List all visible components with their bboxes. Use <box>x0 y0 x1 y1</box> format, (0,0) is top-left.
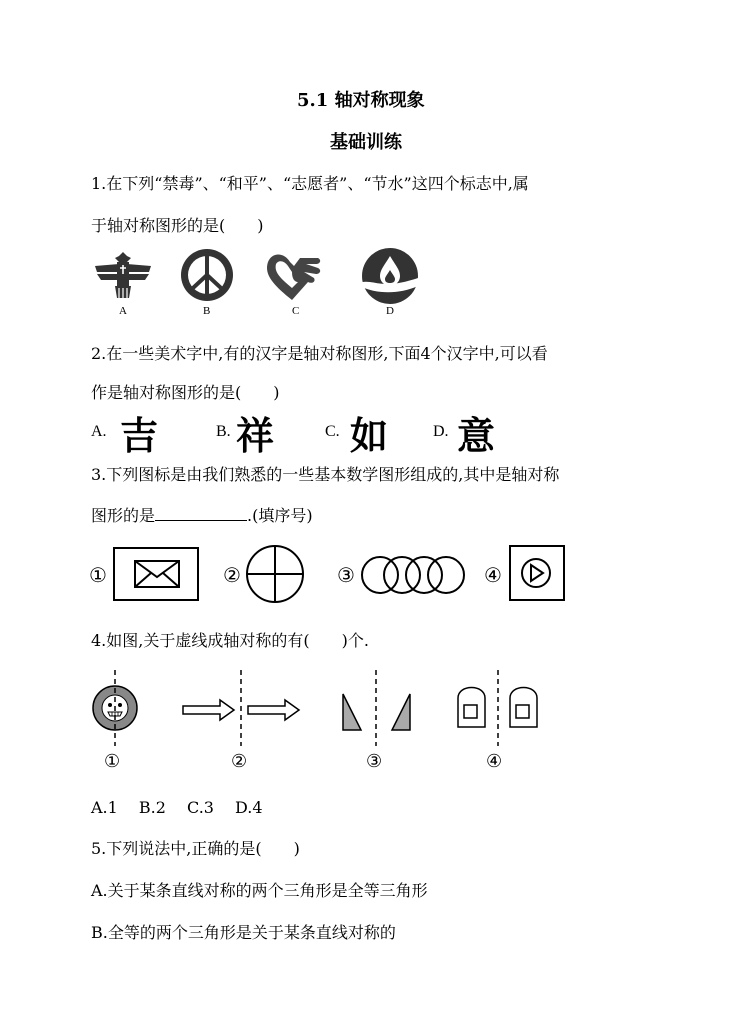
q2-option-a-char: 吉 <box>120 414 159 458</box>
q1-label-b: B <box>203 305 211 317</box>
q2-text-line1: 2.在一些美术字中,有的汉字是轴对称图形,下面4个汉字中,可以看 <box>91 344 548 363</box>
peace-sign-icon <box>180 248 234 302</box>
q3-line2-suffix: .(填序号) <box>247 506 313 525</box>
q2-option-b-char: 祥 <box>236 414 275 458</box>
q5-option-a: A.关于某条直线对称的两个三角形是全等三角形 <box>91 881 428 900</box>
play-button-icon <box>509 545 565 601</box>
section-subtitle: 基础训练 <box>330 132 402 153</box>
section-title: 5.1 轴对称现象 <box>297 90 425 111</box>
q4-text-line1: 4.如图,关于虚线成轴对称的有( )个. <box>91 631 369 650</box>
eagle-emblem-icon <box>91 250 155 302</box>
q2-option-c-letter: C. <box>325 423 340 440</box>
q3-label-4: ④ <box>484 563 502 587</box>
q3-label-3: ③ <box>337 563 355 587</box>
rounded-blocks-icon <box>455 670 541 750</box>
heart-hand-icon <box>262 248 324 304</box>
circle-cross-icon <box>245 544 305 604</box>
q5-option-b: B.全等的两个三角形是关于某条直线对称的 <box>91 923 396 942</box>
q3-label-1: ① <box>89 563 107 587</box>
q2-option-c-char: 如 <box>350 414 389 458</box>
q3-answer-blank[interactable] <box>155 506 247 521</box>
q1-label-c: C <box>292 305 300 317</box>
smiley-face-icon <box>89 670 141 750</box>
q3-text-line2 <box>91 503 313 526</box>
q4-label-1: ① <box>104 751 121 772</box>
q3-line2-prefix: 图形的是 <box>91 506 156 525</box>
q2-text-line2: 作是轴对称图形的是( ) <box>91 383 280 402</box>
q1-text-line2: 于轴对称图形的是( ) <box>91 216 264 235</box>
q2-option-d-char: 意 <box>457 414 496 458</box>
envelope-icon <box>113 547 199 601</box>
q5-text-line1: 5.下列说法中,正确的是( ) <box>91 839 300 858</box>
q1-text-line1: 1.在下列“禁毒”、“和平”、“志愿者”、“节水”这四个标志中,属 <box>91 174 529 193</box>
q2-option-d-letter: D. <box>433 423 449 440</box>
double-arrow-icon <box>180 670 302 750</box>
q4-label-3: ③ <box>366 751 383 772</box>
q1-label-d: D <box>386 305 394 317</box>
q4-options: A.1 B.2 C.3 D.4 <box>91 798 263 817</box>
water-drop-icon <box>360 248 420 304</box>
q1-label-a: A <box>119 305 127 317</box>
q2-option-b-letter: B. <box>216 423 231 440</box>
q2-option-a-letter: A. <box>91 423 107 440</box>
triangles-icon <box>335 670 415 750</box>
q3-text-line1: 3.下列图标是由我们熟悉的一些基本数学图形组成的,其中是轴对称 <box>91 465 560 484</box>
q4-label-4: ④ <box>486 751 503 772</box>
q3-label-2: ② <box>223 563 241 587</box>
q4-label-2: ② <box>231 751 248 772</box>
four-rings-icon <box>360 555 464 595</box>
